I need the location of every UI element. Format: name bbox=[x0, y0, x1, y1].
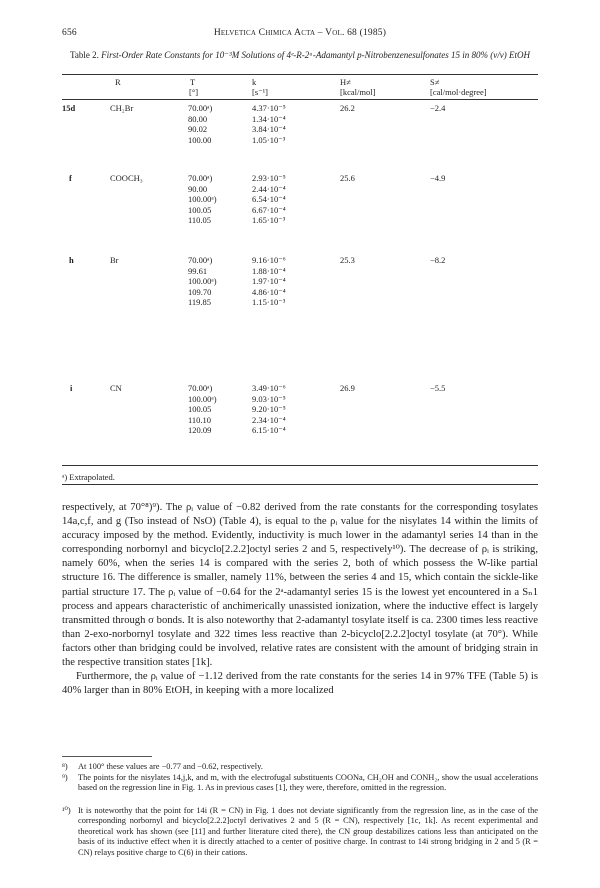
compound-id: 15d bbox=[62, 103, 76, 113]
header-s-unit: [cal/mol·degree] bbox=[430, 87, 487, 97]
running-header bbox=[62, 28, 538, 42]
compound-id: f bbox=[69, 173, 72, 183]
footnote bbox=[62, 806, 538, 858]
footnote-text: At 100° these values are −0.77 and −0.62, respectively. bbox=[78, 762, 263, 771]
activation-enthalpy: 25.3 bbox=[340, 255, 355, 265]
temperature-values: 70.00ᵃ) 100.00ᵃ) 100.05 110.10 120.09 bbox=[188, 383, 217, 435]
paragraph: respectively, at 70°⁸)⁹). The ρᵢ value of −0.82 derived from the rate constants for the corresponding tosylates 14a,c,f, and g (Tso instead of NsO) (Table 4), is equal to the ρᵢ value for the nisylates 14 within the limits of accuracy imposed by the method. Evidently, inductivity is much lower in the adamantyl series 14 than in the corresponding norbornyl and bicyclo[2.2.2]octyl series 2 and 5, respectively¹⁰). The decrease of ρᵢ is striking, namely 60%, when the series 14 is compared with the series 2, both of which possess the W-like partial structure 16. The difference is smaller, namely 11%, between the series 4 and 15, which contain the sickle-like partial structure 17. The ρᵢ value of −0.64 for the 2ᵃ-adamantyl series 15 is the lowest yet encountered in a Sₙ1 process and appears characteristic of anchimerically unassisted ionization, where the inductive effect is largely transmitted through σ bonds. It is also noteworthy that 2-adamantyl tosylate itself is ca. 2300 times less reactive than 2-exo-norbornyl tosylate and 322 times less reactive than 2-bicyclo[2.2.2]octyl tosylate (at 70°). While factors other than bridging could be involved, relative rates are consistent with the amount of bridging strain in the respective transition states [1k]. bbox=[62, 502, 538, 669]
footnote-text: It is noteworthy that the point for 14i (R = CN) in Fig. 1 does not deviate significantly from the regression line, as in the case of the corresponding norbornyl and bicyclo[2.2.2]octyl derivatives 2 and 5 (R = CN), respectively [1c, 1k]. As recent experimental and theoretical work has shown (see [11] and further literature cited there), the CN group destabilizes cations less than anticipated on the basis of its inductive effect when it is directly attached to a center of positive charge. In contrast to 14i strong bridging in 2 and 5 (R = CN) relays positive charge to C(6) in their cations. bbox=[78, 806, 538, 857]
header-t: T bbox=[190, 77, 196, 87]
temperature-values: 70.00ᵃ) 80.00 90.02 100.00 bbox=[188, 103, 213, 145]
compound-id: i bbox=[70, 383, 73, 393]
rate-constant-values: 4.37·10⁻⁵ 1.34·10⁻⁴ 3.84·10⁻⁴ 1.05·10⁻³ bbox=[252, 103, 286, 145]
substituent-r: COOCH₃ bbox=[110, 173, 143, 183]
rate-constant-values: 9.16·10⁻⁶ 1.88·10⁻⁴ 1.97·10⁻⁴ 4.86·10⁻⁴ 1.15·10⁻³ bbox=[252, 255, 286, 307]
temperature-values: 70.00ᵃ) 99.61 100.00ᵃ) 109.70 119.85 bbox=[188, 255, 217, 307]
footnote-text: The points for the nisylates 14,j,k, and m, with the electrofugal substituents COONa, CH₂OH and CONH₂, show the usual accelerations based on the regression line in Fig. 1. As in previous cases [1], they were, therefore, omitted in the regression. bbox=[78, 773, 538, 793]
header-h: H≠ bbox=[340, 77, 351, 87]
footnote-rule bbox=[62, 756, 152, 757]
footnote bbox=[62, 773, 538, 794]
header-k-unit: [s⁻¹] bbox=[252, 87, 269, 97]
table-caption-lead: Table 2. bbox=[69, 50, 99, 60]
body-text bbox=[62, 501, 538, 698]
substituent-r: CN bbox=[110, 383, 122, 393]
header-r: R bbox=[115, 77, 121, 87]
table-caption bbox=[62, 50, 538, 61]
activation-enthalpy: 26.9 bbox=[340, 383, 355, 393]
activation-enthalpy: 25.6 bbox=[340, 173, 355, 183]
header-h-unit: [kcal/mol] bbox=[340, 87, 376, 97]
activation-enthalpy: 26.2 bbox=[340, 103, 355, 113]
footnote-mark: ⁹) bbox=[62, 773, 68, 782]
footnote-mark: ¹⁰) bbox=[62, 806, 71, 815]
table-header-rule bbox=[62, 99, 538, 100]
footnote bbox=[62, 762, 538, 772]
activation-entropy: −4.9 bbox=[430, 173, 446, 183]
compound-id: h bbox=[69, 255, 74, 265]
rate-constant-values: 2.93·10⁻⁵ 2.44·10⁻⁴ 6.54·10⁻⁴ 6.67·10⁻⁴ 1.65·10⁻³ bbox=[252, 173, 286, 225]
temperature-values: 70.00ᵃ) 90.00 100.00ᵃ) 100.05 110.05 bbox=[188, 173, 217, 225]
activation-entropy: −2.4 bbox=[430, 103, 446, 113]
activation-entropy: −5.5 bbox=[430, 383, 446, 393]
table-bottom-rule bbox=[62, 465, 538, 466]
substituent-r: Br bbox=[110, 255, 119, 265]
header-s: S≠ bbox=[430, 77, 440, 87]
page-number: 656 bbox=[62, 28, 77, 38]
journal-title: Helvetica Chimica Acta – Vol. 68 (1985) bbox=[213, 28, 387, 38]
substituent-r: CH₂Br bbox=[110, 103, 134, 113]
paragraph: Furthermore, the ρᵢ value of −1.12 derived from the rate constants for the series 14 in 97% TFE (Table 5) is 40% larger than in 80% EtOH, in keeping with a more localized bbox=[62, 671, 538, 697]
activation-entropy: −8.2 bbox=[430, 255, 446, 265]
rate-constant-values: 3.49·10⁻⁶ 9.03·10⁻⁵ 9.20·10⁻⁵ 2.34·10⁻⁴ 6.15·10⁻⁴ bbox=[252, 383, 286, 435]
header-k: k bbox=[252, 77, 257, 87]
footnote-mark: ⁸) bbox=[62, 762, 68, 771]
table-footnote: ᵃ) Extrapolated. bbox=[62, 472, 115, 482]
table-top-rule bbox=[62, 74, 538, 75]
table-end-rule bbox=[62, 484, 538, 485]
header-t-unit: [°] bbox=[189, 87, 199, 97]
table-caption-text: First-Order Rate Constants for 10⁻³M Solutions of 4ᵉ-R-2ᵃ-Adamantyl p-Nitrobenzenesulfonates 15 in 80% (v/v) EtOH bbox=[101, 50, 531, 60]
